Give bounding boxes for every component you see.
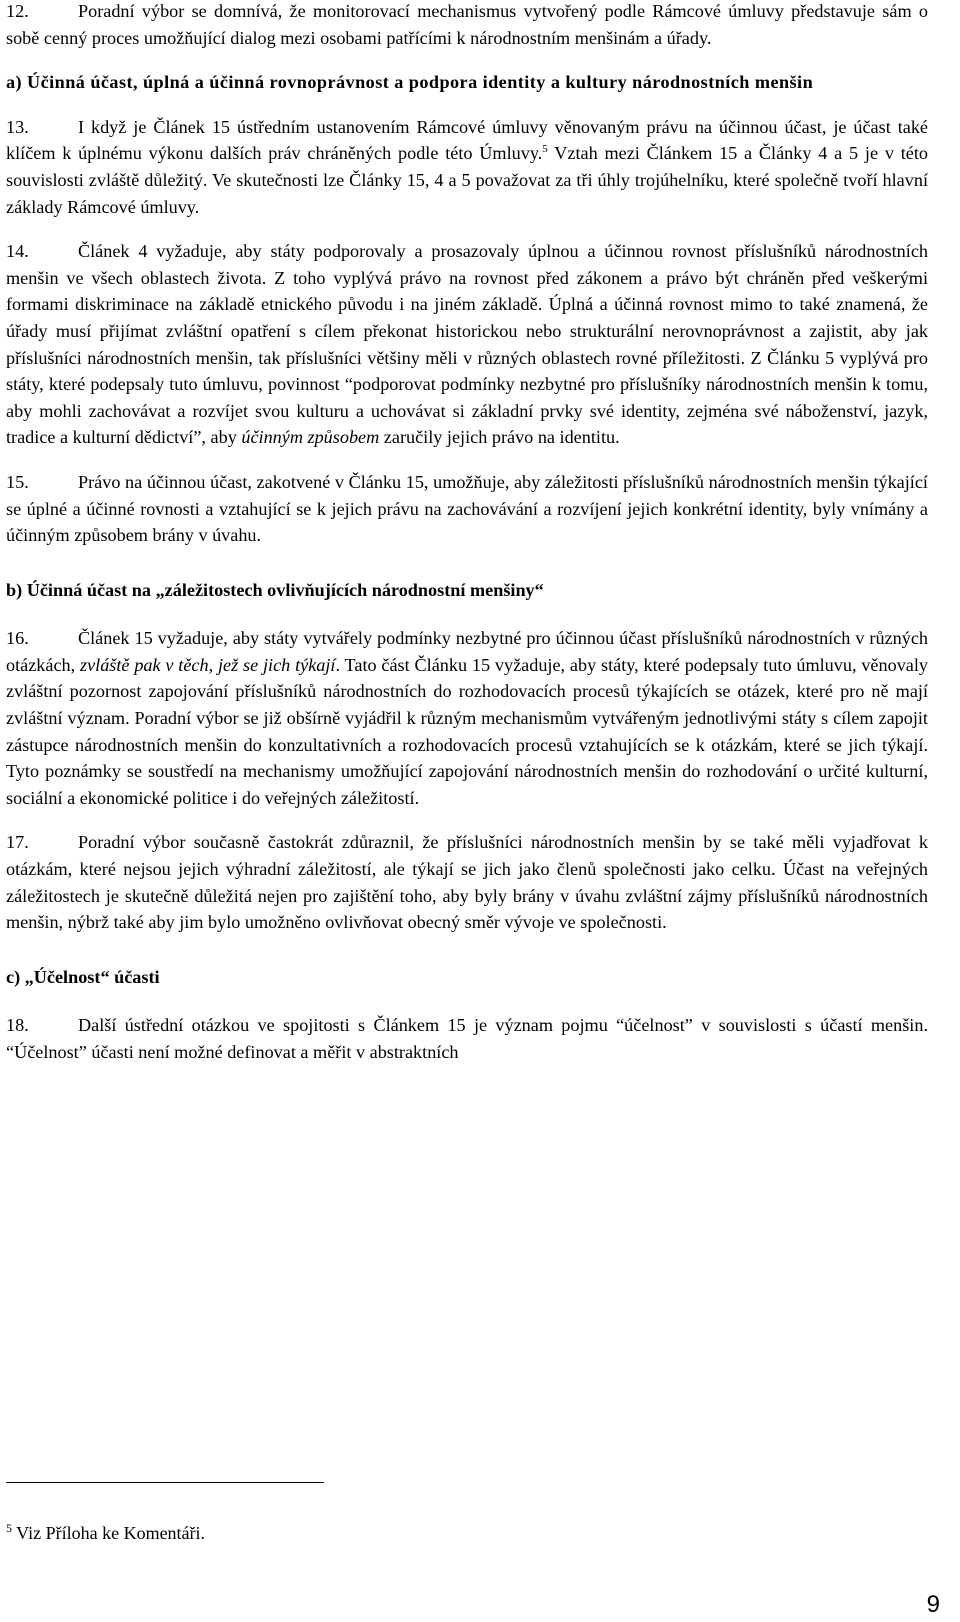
paragraph-text: Další ústřední otázkou ve spojitosti s Článkem 15 je význam pojmu “účelnost” v souvislosti s účastí menšin. “Účelnost” účasti není možné definovat a měřit v abstraktních [6,1015,928,1062]
footnote-number: 5 [6,1521,12,1535]
paragraph-number: 14. [6,241,29,262]
paragraph-text: I když je Článek 15 ústředním ustanovením Rámcové úmluvy věnovaným právu na účinnou účast, je účast také klíčem k úplnému výkonu dalších práv chráněných podle této Úmluvy. [6,116,928,164]
italic-emphasis: účinným způsobem [241,427,380,448]
footnote [6,1520,205,1547]
paragraph-text-continued: zaručily jejich právo na identitu. [379,427,620,448]
paragraph-13 [6,114,928,220]
footnote-reference[interactable]: 5 [542,143,548,156]
paragraph-text-continued: . Tato část Článku 15 vyžaduje, aby státy, které podepsaly tuto úmluvu, věnovaly zvláštní pozornost zapojování příslušníků národnostních do rozhodovacích procesů týkajících se otázek, které pro ně mají zvláštní význam. Poradní výbor se již obšírně vyjádřil k různým mechanismům vytvářeným jednotlivými státy s cílem zapojit zástupce národnostních menšin do konzultativních a rozhodovacích procesů vztahujících se k otázkám, které se jich týkají. Tyto poznámky se soustředí na mechanismy umožňující zapojování národnostních menšin do rozhodování o určité kulturní, sociální a ekonomické politice i do veřejných záležitostí. [6,654,929,808]
paragraph-number: 13. [6,116,29,137]
section-heading-c: c) „Účelnost“ účasti [6,966,160,987]
paragraph-18 [6,1012,928,1065]
paragraph-number: 17. [6,832,29,853]
paragraph-text: Poradní výbor se domnívá, že monitorovací mechanismus vytvořený podle Rámcové úmluvy představuje sám o sobě cenný proces umožňující dialog mezi osobami patřícími k národnostním menšinám a úřady. [6,1,928,48]
footnote-text: Viz Příloha ke Komentáři. [12,1523,206,1543]
paragraph-14 [6,238,928,451]
footnote-divider [6,1482,324,1483]
paragraph-text: Článek 15 vyžaduje, aby státy vytvářely podmínky nezbytné pro účinnou účast příslušníků národnostních v různých otázkách, [6,628,928,675]
paragraph-12 [6,0,928,51]
paragraph-16 [6,625,928,811]
paragraph-number: 18. [6,1015,29,1036]
document-page [6,0,928,1066]
italic-emphasis: zvláště pak v těch, jež se jich týkají [80,654,336,675]
section-heading-b: b) Účinná účast na „záležitostech ovlivňujících národnostní menšiny“ [6,579,544,600]
paragraph-text: Poradní výbor současně častokrát zdůraznil, že příslušníci národnostních menšin by se také měli vyjadřovat k otázkám, které nejsou jejich výhradní záležitostí, ale týkají se jich jako členů společnosti jako celku. Účast na veřejných záležitostech je skutečně důležitá nejen pro zajištění toho, aby byly brány v úvahu zvláštní zájmy příslušníků národnostních menšin, nýbrž také aby jim bylo umožněno ovlivňovat obecný směr vývoje ve společnosti. [6,832,928,933]
paragraph-text-continued: Vztah mezi Článkem 15 a Články 4 a 5 je v této souvislosti zvláště důležitý. Ve skutečnosti lze Články 15, 4 a 5 považovat za tři úhly trojúhelníku, které společně tvoří hlavní základy Rámcové úmluvy. [6,143,928,217]
page-number: 9 [926,1591,940,1618]
paragraph-17 [6,829,928,935]
paragraph-number: 12. [6,1,29,21]
paragraph-number: 16. [6,628,29,649]
paragraph-text: Právo na účinnou účast, zakotvené v Článku 15, umožňuje, aby záležitosti příslušníků národnostních menšin týkající se úplné a účinné rovnosti a vztahující se k jejich právu na zachovávání a rozvíjení jejich konkrétní identity, byly vnímány a účinným způsobem brány v úvahu. [6,471,928,546]
paragraph-number: 15. [6,471,29,492]
paragraph-text: Článek 4 vyžaduje, aby státy podporovaly a prosazovaly úplnou a účinnou rovnost příslušníků národnostních menšin ve všech oblastech života. Z toho vyplývá právo na rovnost před zákonem a právo být chráněn před veškerými formami diskriminace na základě etnického původu i na jiném základě. Úplná a účinná rovnost mimo to také znamená, že úřady musí přijímat zvláštní opatření s cílem překonat historickou nebo strukturální nerovnoprávnost a zajistit, aby jak příslušníci národnostních menšin, tak příslušníci většiny měli v různých oblastech rovné příležitosti. Z Článku 5 vyplývá pro státy, které podepsaly tuto úmluvu, povinnost “podporovat podmínky nezbytné pro příslušníky národnostních menšin k tomu, aby mohli zachovávat a rozvíjet svou kulturu a uchovávat si základní prvky své identity, zejména své náboženství, jazyk, tradice a kulturní dědictví”, aby [6,241,928,448]
section-heading-a: a) Účinná účast, úplná a účinná rovnoprávnost a podpora identity a kultury národnostních menšin [6,72,814,93]
paragraph-15 [6,469,928,549]
